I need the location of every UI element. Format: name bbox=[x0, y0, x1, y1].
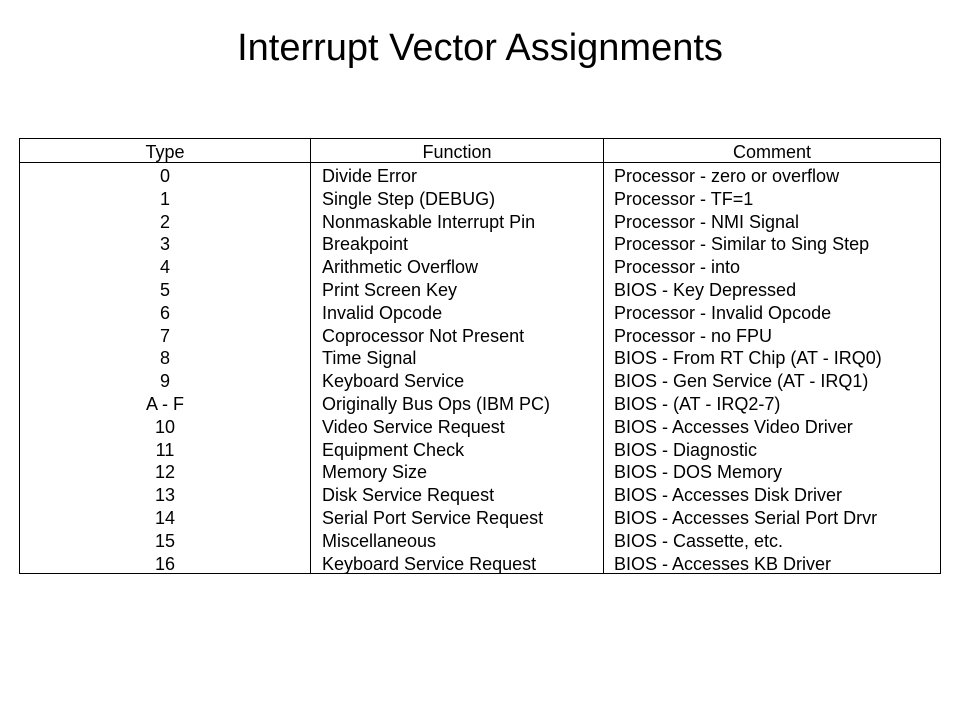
table-row bbox=[20, 347, 940, 370]
type-cell: 7 bbox=[159, 325, 170, 346]
table-row bbox=[20, 530, 940, 553]
table-row bbox=[20, 233, 940, 256]
comment-cell: Processor - into bbox=[614, 257, 741, 278]
comment-cell: BIOS - From RT Chip (AT - IRQ0) bbox=[614, 348, 882, 369]
type-cell: 15 bbox=[154, 530, 176, 551]
table-row bbox=[20, 211, 940, 234]
type-cell: A - F bbox=[145, 393, 184, 414]
comment-cell: Processor - TF=1 bbox=[614, 188, 754, 209]
table-row bbox=[20, 553, 940, 576]
comment-cell: BIOS - Diagnostic bbox=[614, 439, 758, 460]
function-cell: Invalid Opcode bbox=[322, 302, 443, 323]
type-cell: 5 bbox=[159, 279, 170, 300]
type-cell: 16 bbox=[154, 553, 176, 574]
type-cell: 9 bbox=[159, 371, 170, 392]
type-cell: 1 bbox=[159, 188, 170, 209]
type-cell: 12 bbox=[154, 462, 176, 483]
function-cell: Coprocessor Not Present bbox=[322, 325, 525, 346]
function-cell: Miscellaneous bbox=[322, 530, 437, 551]
comment-cell: BIOS - Accesses Serial Port Drvr bbox=[614, 507, 878, 528]
function-cell: Disk Service Request bbox=[322, 485, 495, 506]
comment-cell: Processor - Similar to Sing Step bbox=[614, 234, 870, 255]
function-cell: Memory Size bbox=[322, 462, 428, 483]
function-cell: Keyboard Service bbox=[322, 371, 465, 392]
header-function: Function bbox=[422, 142, 492, 162]
function-cell: Divide Error bbox=[322, 166, 418, 186]
type-cell: 2 bbox=[159, 211, 170, 232]
function-cell: Serial Port Service Request bbox=[322, 507, 544, 528]
header-comment: Comment bbox=[732, 142, 812, 162]
comment-cell: BIOS - Accesses Disk Driver bbox=[614, 485, 843, 506]
comment-cell: BIOS - Cassette, etc. bbox=[614, 530, 784, 551]
function-cell: Keyboard Service Request bbox=[322, 553, 537, 574]
type-cell: 0 bbox=[159, 166, 170, 186]
function-cell: Equipment Check bbox=[322, 439, 465, 460]
comment-cell: Processor - no FPU bbox=[614, 325, 773, 346]
function-cell: Arithmetic Overflow bbox=[322, 257, 479, 278]
comment-cell: BIOS - Key Depressed bbox=[614, 279, 797, 300]
comment-cell: Processor - Invalid Opcode bbox=[614, 302, 832, 323]
comment-cell: BIOS - DOS Memory bbox=[614, 462, 783, 483]
interrupt-vector-table bbox=[19, 138, 941, 574]
type-cell: 6 bbox=[159, 302, 170, 323]
table-body bbox=[20, 165, 940, 575]
comment-cell: BIOS - Accesses KB Driver bbox=[614, 553, 832, 574]
header-type: Type bbox=[145, 142, 185, 162]
table-row bbox=[20, 302, 940, 325]
type-cell: 4 bbox=[159, 257, 170, 278]
comment-cell: BIOS - (AT - IRQ2-7) bbox=[614, 393, 781, 414]
table-row bbox=[20, 484, 940, 507]
table-row bbox=[20, 393, 940, 416]
function-cell: Video Service Request bbox=[322, 416, 505, 437]
table-row bbox=[20, 416, 940, 439]
table-row bbox=[20, 256, 940, 279]
comment-cell: Processor - NMI Signal bbox=[614, 211, 800, 232]
function-cell: Breakpoint bbox=[322, 234, 409, 255]
function-cell: Originally Bus Ops (IBM PC) bbox=[322, 393, 551, 414]
type-cell: 8 bbox=[159, 348, 170, 369]
function-cell: Print Screen Key bbox=[322, 279, 458, 300]
table-row bbox=[20, 461, 940, 484]
type-cell: 11 bbox=[155, 439, 175, 460]
type-cell: 13 bbox=[154, 485, 176, 506]
table-row bbox=[20, 325, 940, 348]
type-cell: 14 bbox=[154, 507, 176, 528]
comment-cell: Processor - zero or overflow bbox=[614, 166, 840, 186]
type-cell: 3 bbox=[159, 234, 170, 255]
type-cell: 10 bbox=[154, 416, 176, 437]
table-row bbox=[20, 165, 940, 188]
table-header-row bbox=[20, 139, 940, 163]
function-cell: Time Signal bbox=[322, 348, 417, 369]
comment-cell: BIOS - Gen Service (AT - IRQ1) bbox=[614, 371, 869, 392]
page-title: Interrupt Vector Assignments bbox=[237, 27, 723, 69]
table-row bbox=[20, 188, 940, 211]
table-row bbox=[20, 279, 940, 302]
function-cell: Single Step (DEBUG) bbox=[322, 188, 496, 209]
table-row bbox=[20, 507, 940, 530]
function-cell: Nonmaskable Interrupt Pin bbox=[322, 211, 536, 232]
comment-cell: BIOS - Accesses Video Driver bbox=[614, 416, 853, 437]
table-row bbox=[20, 370, 940, 393]
table-row bbox=[20, 439, 940, 462]
